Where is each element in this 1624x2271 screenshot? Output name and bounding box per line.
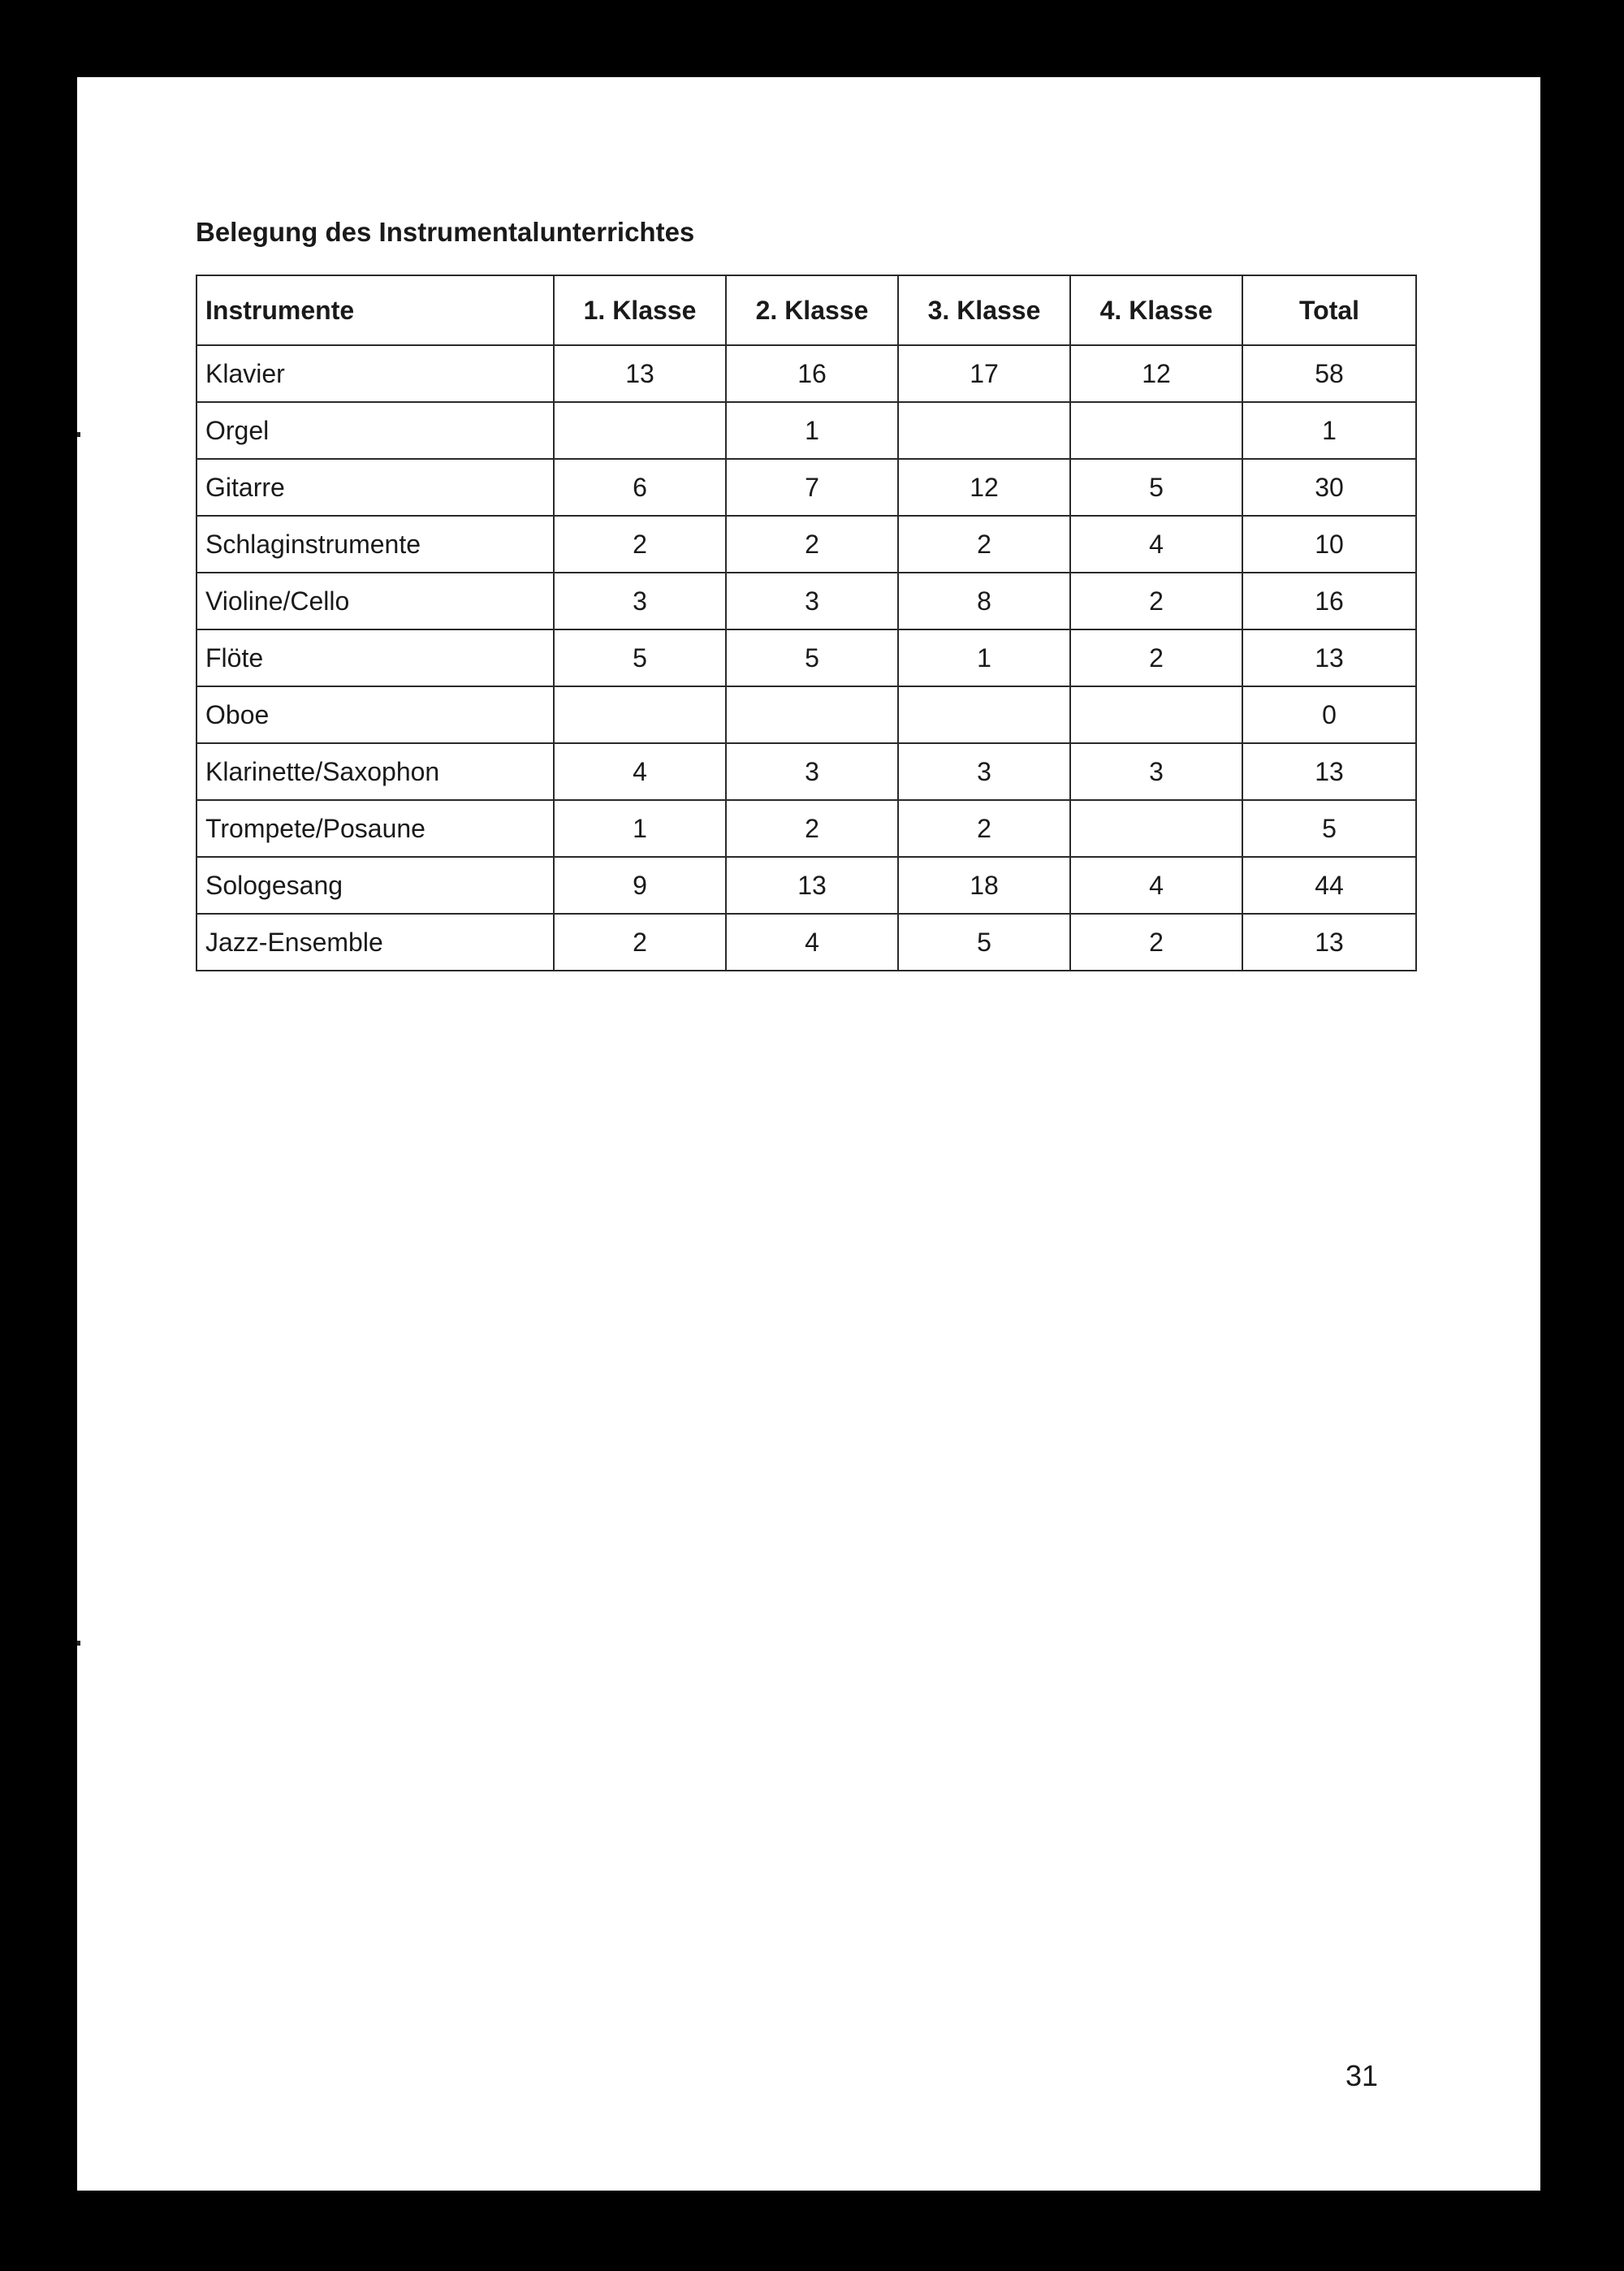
cell-klasse-3: 12 [898, 459, 1070, 516]
cell-total: 30 [1242, 459, 1416, 516]
table-row [197, 402, 1416, 459]
cell-klasse-1: 6 [554, 459, 726, 516]
cell-total: 10 [1242, 516, 1416, 573]
cell-instrument: Klarinette/Saxophon [197, 743, 554, 800]
table-row [197, 800, 1416, 857]
cell-klasse-4: 5 [1070, 459, 1242, 516]
scan-speck [77, 432, 80, 437]
cell-klasse-4: 2 [1070, 914, 1242, 971]
header-klasse-3: 3. Klasse [898, 275, 1070, 345]
cell-instrument: Schlaginstrumente [197, 516, 554, 573]
cell-klasse-3 [898, 686, 1070, 743]
cell-klasse-3: 2 [898, 516, 1070, 573]
header-total: Total [1242, 275, 1416, 345]
cell-klasse-4 [1070, 800, 1242, 857]
cell-klasse-1: 3 [554, 573, 726, 629]
cell-instrument: Violine/Cello [197, 573, 554, 629]
cell-klasse-1 [554, 686, 726, 743]
cell-klasse-1 [554, 402, 726, 459]
cell-instrument: Orgel [197, 402, 554, 459]
cell-klasse-1: 13 [554, 345, 726, 402]
cell-instrument: Sologesang [197, 857, 554, 914]
table-header-row [197, 275, 1416, 345]
cell-instrument: Klavier [197, 345, 554, 402]
cell-klasse-3 [898, 402, 1070, 459]
cell-instrument: Flöte [197, 629, 554, 686]
cell-klasse-2: 2 [726, 516, 898, 573]
cell-klasse-3: 2 [898, 800, 1070, 857]
cell-klasse-1: 5 [554, 629, 726, 686]
cell-instrument: Oboe [197, 686, 554, 743]
instrument-lessons-table [196, 275, 1417, 971]
table-row [197, 345, 1416, 402]
cell-klasse-4: 4 [1070, 857, 1242, 914]
cell-klasse-2: 1 [726, 402, 898, 459]
cell-klasse-2: 13 [726, 857, 898, 914]
cell-klasse-2 [726, 686, 898, 743]
cell-klasse-3: 8 [898, 573, 1070, 629]
table-row [197, 573, 1416, 629]
cell-klasse-4 [1070, 686, 1242, 743]
cell-instrument: Gitarre [197, 459, 554, 516]
cell-klasse-4: 3 [1070, 743, 1242, 800]
cell-total: 58 [1242, 345, 1416, 402]
cell-total: 5 [1242, 800, 1416, 857]
cell-klasse-3: 1 [898, 629, 1070, 686]
table-row [197, 629, 1416, 686]
cell-total: 1 [1242, 402, 1416, 459]
cell-total: 16 [1242, 573, 1416, 629]
header-klasse-2: 2. Klasse [726, 275, 898, 345]
scan-speck [77, 1641, 80, 1646]
header-instrument: Instrumente [197, 275, 554, 345]
cell-klasse-4: 12 [1070, 345, 1242, 402]
page-number: 31 [1345, 2059, 1379, 2092]
cell-klasse-4 [1070, 402, 1242, 459]
table-row [197, 743, 1416, 800]
cell-instrument: Jazz-Ensemble [197, 914, 554, 971]
table-row [197, 857, 1416, 914]
cell-instrument: Trompete/Posaune [197, 800, 554, 857]
cell-total: 13 [1242, 629, 1416, 686]
table-row [197, 459, 1416, 516]
cell-total: 13 [1242, 743, 1416, 800]
document-title: Belegung des Instrumentalunterrichtes [196, 217, 695, 247]
cell-klasse-2: 5 [726, 629, 898, 686]
cell-klasse-3: 17 [898, 345, 1070, 402]
cell-total: 0 [1242, 686, 1416, 743]
cell-total: 13 [1242, 914, 1416, 971]
header-klasse-1: 1. Klasse [554, 275, 726, 345]
cell-klasse-2: 16 [726, 345, 898, 402]
cell-klasse-2: 3 [726, 573, 898, 629]
cell-klasse-3: 18 [898, 857, 1070, 914]
cell-klasse-2: 4 [726, 914, 898, 971]
cell-klasse-4: 2 [1070, 629, 1242, 686]
cell-klasse-1: 2 [554, 914, 726, 971]
cell-klasse-2: 3 [726, 743, 898, 800]
cell-klasse-2: 7 [726, 459, 898, 516]
cell-klasse-2: 2 [726, 800, 898, 857]
document-page [77, 77, 1540, 2191]
cell-klasse-1: 4 [554, 743, 726, 800]
table-row [197, 914, 1416, 971]
cell-klasse-3: 5 [898, 914, 1070, 971]
cell-klasse-4: 2 [1070, 573, 1242, 629]
cell-klasse-1: 1 [554, 800, 726, 857]
cell-klasse-3: 3 [898, 743, 1070, 800]
cell-total: 44 [1242, 857, 1416, 914]
table-row [197, 516, 1416, 573]
cell-klasse-1: 9 [554, 857, 726, 914]
cell-klasse-4: 4 [1070, 516, 1242, 573]
header-klasse-4: 4. Klasse [1070, 275, 1242, 345]
cell-klasse-1: 2 [554, 516, 726, 573]
table-row [197, 686, 1416, 743]
